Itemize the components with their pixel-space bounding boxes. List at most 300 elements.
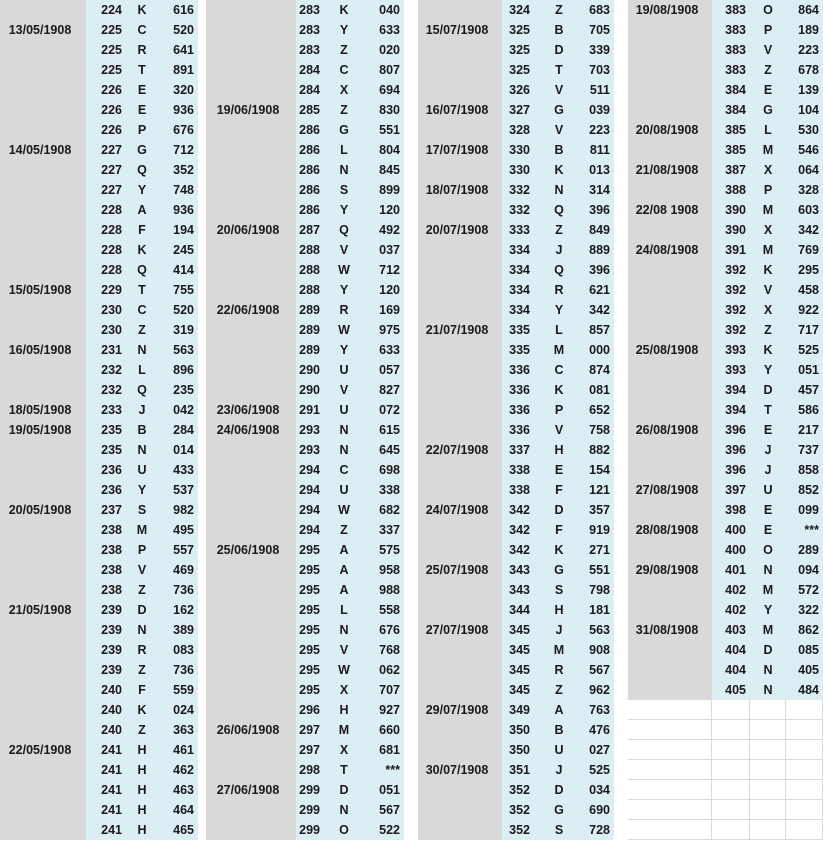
- number-cell: 241: [86, 740, 126, 760]
- code-cell: 567: [364, 800, 404, 820]
- letter-cell: N: [324, 160, 364, 180]
- code-cell: 319: [158, 320, 198, 340]
- code-cell: 633: [364, 20, 404, 40]
- date-cell: [206, 800, 296, 820]
- number-cell: 342: [502, 500, 534, 520]
- code-cell: 681: [364, 740, 404, 760]
- letter-cell: Z: [126, 320, 158, 340]
- letter-cell: X: [750, 220, 786, 240]
- number-cell: 286: [296, 200, 324, 220]
- number-cell: 396: [712, 420, 750, 440]
- number-cell: 385: [712, 140, 750, 160]
- number-cell: 240: [86, 680, 126, 700]
- code-cell: 682: [364, 500, 404, 520]
- code-cell: 139: [786, 80, 823, 100]
- code-cell: 827: [364, 380, 404, 400]
- letter-cell: Q: [534, 260, 584, 280]
- letter-cell: W: [324, 320, 364, 340]
- number-cell: 352: [502, 780, 534, 800]
- date-cell: [628, 220, 712, 240]
- date-cell: [628, 440, 712, 460]
- code-cell: 525: [584, 760, 614, 780]
- code-cell: 020: [364, 40, 404, 60]
- code-cell: 530: [786, 120, 823, 140]
- number-cell: 241: [86, 780, 126, 800]
- code-cell: 289: [786, 540, 823, 560]
- letter-cell: H: [126, 800, 158, 820]
- number-cell: 225: [86, 40, 126, 60]
- letter-cell: G: [534, 560, 584, 580]
- letter-cell: E: [750, 500, 786, 520]
- empty-cell: [712, 740, 750, 760]
- number-cell: 238: [86, 520, 126, 540]
- date-cell: 22/06/1908: [206, 300, 296, 320]
- code-cell: 678: [786, 60, 823, 80]
- code-cell: 083: [158, 640, 198, 660]
- date-cell: [0, 180, 86, 200]
- date-cell: [206, 180, 296, 200]
- code-cell: 758: [584, 420, 614, 440]
- date-cell: 30/07/1908: [418, 760, 502, 780]
- letter-cell: K: [534, 540, 584, 560]
- code-cell: 919: [584, 520, 614, 540]
- code-cell: 462: [158, 760, 198, 780]
- number-cell: 286: [296, 120, 324, 140]
- number-cell: 393: [712, 340, 750, 360]
- letter-cell: D: [126, 600, 158, 620]
- date-cell: [418, 40, 502, 60]
- code-cell: 857: [584, 320, 614, 340]
- code-cell: 845: [364, 160, 404, 180]
- code-cell: 927: [364, 700, 404, 720]
- date-cell: 25/07/1908: [418, 560, 502, 580]
- number-cell: 290: [296, 380, 324, 400]
- letter-cell: N: [126, 340, 158, 360]
- number-cell: 332: [502, 200, 534, 220]
- letter-cell: A: [534, 700, 584, 720]
- code-cell: 891: [158, 60, 198, 80]
- letter-cell: M: [324, 720, 364, 740]
- date-cell: [0, 40, 86, 60]
- letter-cell: K: [750, 260, 786, 280]
- code-cell: 039: [584, 100, 614, 120]
- letter-cell: S: [534, 580, 584, 600]
- date-cell: [418, 300, 502, 320]
- letter-cell: Y: [750, 600, 786, 620]
- letter-cell: Y: [324, 340, 364, 360]
- code-cell: 271: [584, 540, 614, 560]
- code-cell: 062: [364, 660, 404, 680]
- date-cell: [0, 80, 86, 100]
- letter-cell: W: [324, 260, 364, 280]
- letter-cell: J: [126, 400, 158, 420]
- code-cell: 154: [584, 460, 614, 480]
- empty-cell: [712, 780, 750, 800]
- number-cell: 392: [712, 300, 750, 320]
- empty-cell: [628, 800, 712, 820]
- code-cell: 712: [364, 260, 404, 280]
- number-cell: 390: [712, 220, 750, 240]
- code-cell: 013: [584, 160, 614, 180]
- letter-cell: T: [126, 60, 158, 80]
- letter-cell: P: [126, 540, 158, 560]
- letter-cell: D: [534, 40, 584, 60]
- code-cell: 223: [584, 120, 614, 140]
- letter-cell: E: [534, 460, 584, 480]
- number-cell: 289: [296, 300, 324, 320]
- date-cell: [418, 240, 502, 260]
- date-cell: [418, 600, 502, 620]
- letter-cell: N: [750, 660, 786, 680]
- code-cell: 558: [364, 600, 404, 620]
- date-cell: [206, 140, 296, 160]
- letter-cell: N: [750, 680, 786, 700]
- date-cell: 15/07/1908: [418, 20, 502, 40]
- number-cell: 400: [712, 520, 750, 540]
- number-cell: 239: [86, 640, 126, 660]
- date-cell: [628, 60, 712, 80]
- letter-cell: C: [324, 60, 364, 80]
- code-cell: 899: [364, 180, 404, 200]
- number-cell: 345: [502, 680, 534, 700]
- letter-cell: U: [126, 460, 158, 480]
- date-cell: 23/06/1908: [206, 400, 296, 420]
- code-cell: 896: [158, 360, 198, 380]
- date-cell: [206, 80, 296, 100]
- code-cell: 858: [786, 460, 823, 480]
- code-cell: 936: [158, 200, 198, 220]
- letter-cell: H: [534, 440, 584, 460]
- date-cell: [206, 120, 296, 140]
- code-cell: 357: [584, 500, 614, 520]
- letter-cell: V: [126, 560, 158, 580]
- code-cell: ***: [364, 760, 404, 780]
- date-cell: 22/05/1908: [0, 740, 86, 760]
- number-cell: 239: [86, 600, 126, 620]
- number-cell: 342: [502, 520, 534, 540]
- letter-cell: J: [534, 760, 584, 780]
- code-cell: 522: [364, 820, 404, 840]
- date-cell: [206, 520, 296, 540]
- code-cell: 457: [786, 380, 823, 400]
- code-cell: 736: [158, 660, 198, 680]
- code-cell: 712: [158, 140, 198, 160]
- date-cell: [0, 640, 86, 660]
- letter-cell: N: [324, 420, 364, 440]
- letter-cell: Y: [324, 200, 364, 220]
- date-cell: [206, 160, 296, 180]
- letter-cell: Q: [126, 260, 158, 280]
- number-cell: 286: [296, 180, 324, 200]
- date-cell: [418, 520, 502, 540]
- code-cell: 389: [158, 620, 198, 640]
- number-cell: 226: [86, 80, 126, 100]
- letter-cell: X: [750, 160, 786, 180]
- letter-cell: V: [534, 80, 584, 100]
- code-cell: 586: [786, 400, 823, 420]
- number-cell: 397: [712, 480, 750, 500]
- date-cell: [628, 600, 712, 620]
- letter-cell: J: [534, 240, 584, 260]
- number-cell: 298: [296, 760, 324, 780]
- number-cell: 385: [712, 120, 750, 140]
- date-cell: 27/07/1908: [418, 620, 502, 640]
- date-cell: 27/08/1908: [628, 480, 712, 500]
- letter-cell: B: [534, 20, 584, 40]
- date-cell: [628, 580, 712, 600]
- number-cell: 383: [712, 20, 750, 40]
- date-cell: 16/05/1908: [0, 340, 86, 360]
- number-cell: 398: [712, 500, 750, 520]
- code-cell: 458: [786, 280, 823, 300]
- letter-cell: C: [324, 460, 364, 480]
- date-cell: [0, 160, 86, 180]
- date-cell: [418, 120, 502, 140]
- code-cell: 037: [364, 240, 404, 260]
- letter-cell: N: [126, 440, 158, 460]
- letter-cell: Z: [534, 220, 584, 240]
- date-cell: [628, 20, 712, 40]
- number-cell: 289: [296, 340, 324, 360]
- number-cell: 287: [296, 220, 324, 240]
- date-cell: [0, 580, 86, 600]
- date-cell: [418, 380, 502, 400]
- date-cell: [628, 660, 712, 680]
- code-cell: 683: [584, 0, 614, 20]
- number-cell: 239: [86, 660, 126, 680]
- letter-cell: Z: [750, 60, 786, 80]
- empty-cell: [786, 720, 823, 740]
- date-cell: 25/08/1908: [628, 340, 712, 360]
- empty-cell: [712, 800, 750, 820]
- date-cell: [0, 680, 86, 700]
- letter-cell: G: [750, 100, 786, 120]
- empty-cell: [750, 740, 786, 760]
- number-cell: 327: [502, 100, 534, 120]
- date-cell: [418, 580, 502, 600]
- code-cell: 830: [364, 100, 404, 120]
- letter-cell: T: [534, 60, 584, 80]
- letter-cell: Q: [126, 160, 158, 180]
- number-cell: 336: [502, 360, 534, 380]
- letter-cell: U: [324, 360, 364, 380]
- number-cell: 295: [296, 680, 324, 700]
- number-cell: 227: [86, 160, 126, 180]
- code-cell: 396: [584, 260, 614, 280]
- letter-cell: N: [324, 620, 364, 640]
- letter-cell: H: [126, 780, 158, 800]
- code-cell: 337: [364, 520, 404, 540]
- date-cell: [418, 0, 502, 20]
- code-cell: 081: [584, 380, 614, 400]
- date-cell: [418, 360, 502, 380]
- date-cell: [418, 280, 502, 300]
- code-cell: 284: [158, 420, 198, 440]
- number-cell: 325: [502, 40, 534, 60]
- date-cell: [418, 640, 502, 660]
- number-cell: 396: [712, 440, 750, 460]
- date-cell: 20/06/1908: [206, 220, 296, 240]
- number-cell: 284: [296, 60, 324, 80]
- letter-cell: Y: [324, 280, 364, 300]
- number-cell: 352: [502, 820, 534, 840]
- date-cell: [0, 800, 86, 820]
- code-cell: 342: [786, 220, 823, 240]
- number-cell: 404: [712, 640, 750, 660]
- number-cell: 400: [712, 540, 750, 560]
- number-cell: 338: [502, 460, 534, 480]
- number-cell: 402: [712, 580, 750, 600]
- letter-cell: U: [324, 400, 364, 420]
- letter-cell: Z: [324, 40, 364, 60]
- code-cell: 520: [158, 20, 198, 40]
- number-cell: 297: [296, 740, 324, 760]
- code-cell: 495: [158, 520, 198, 540]
- code-cell: 396: [584, 200, 614, 220]
- number-cell: 350: [502, 740, 534, 760]
- number-cell: 334: [502, 260, 534, 280]
- code-cell: 314: [584, 180, 614, 200]
- letter-cell: P: [126, 120, 158, 140]
- letter-cell: H: [534, 600, 584, 620]
- code-cell: 040: [364, 0, 404, 20]
- number-cell: 337: [502, 440, 534, 460]
- date-cell: [0, 820, 86, 840]
- number-cell: 241: [86, 820, 126, 840]
- empty-cell: [750, 720, 786, 740]
- number-cell: 295: [296, 600, 324, 620]
- number-cell: 345: [502, 620, 534, 640]
- date-cell: [628, 320, 712, 340]
- number-cell: 238: [86, 560, 126, 580]
- code-cell: 768: [364, 640, 404, 660]
- date-cell: [206, 620, 296, 640]
- date-cell: [206, 20, 296, 40]
- letter-cell: V: [534, 120, 584, 140]
- code-cell: 181: [584, 600, 614, 620]
- empty-cell: [750, 780, 786, 800]
- date-cell: [418, 460, 502, 480]
- number-cell: 238: [86, 580, 126, 600]
- date-cell: [418, 160, 502, 180]
- code-cell: 525: [786, 340, 823, 360]
- code-cell: 469: [158, 560, 198, 580]
- date-cell: [0, 0, 86, 20]
- letter-cell: E: [750, 80, 786, 100]
- empty-cell: [628, 700, 712, 720]
- date-cell: 31/08/1908: [628, 620, 712, 640]
- code-cell: 085: [786, 640, 823, 660]
- letter-cell: Y: [750, 360, 786, 380]
- number-cell: 343: [502, 560, 534, 580]
- number-cell: 289: [296, 320, 324, 340]
- code-cell: 537: [158, 480, 198, 500]
- date-cell: [628, 260, 712, 280]
- code-cell: 769: [786, 240, 823, 260]
- code-cell: 908: [584, 640, 614, 660]
- code-cell: 465: [158, 820, 198, 840]
- empty-cell: [750, 820, 786, 840]
- letter-cell: M: [534, 640, 584, 660]
- date-cell: 28/08/1908: [628, 520, 712, 540]
- date-cell: [0, 320, 86, 340]
- code-cell: 862: [786, 620, 823, 640]
- date-cell: [0, 220, 86, 240]
- number-cell: 297: [296, 720, 324, 740]
- date-cell: [0, 520, 86, 540]
- date-cell: [418, 200, 502, 220]
- letter-cell: H: [126, 740, 158, 760]
- number-cell: 288: [296, 260, 324, 280]
- letter-cell: M: [126, 520, 158, 540]
- code-cell: 922: [786, 300, 823, 320]
- letter-cell: E: [126, 80, 158, 100]
- date-cell: [628, 500, 712, 520]
- date-cell: [206, 760, 296, 780]
- number-cell: 325: [502, 60, 534, 80]
- date-cell: 20/07/1908: [418, 220, 502, 240]
- code-cell: 338: [364, 480, 404, 500]
- number-cell: 405: [712, 680, 750, 700]
- letter-cell: F: [534, 480, 584, 500]
- date-cell: [628, 360, 712, 380]
- code-cell: 755: [158, 280, 198, 300]
- number-cell: 288: [296, 280, 324, 300]
- date-cell: 20/08/1908: [628, 120, 712, 140]
- date-cell: [418, 680, 502, 700]
- date-cell: [206, 280, 296, 300]
- code-cell: 189: [786, 20, 823, 40]
- number-cell: 286: [296, 160, 324, 180]
- number-cell: 226: [86, 100, 126, 120]
- number-cell: 286: [296, 140, 324, 160]
- code-cell: 322: [786, 600, 823, 620]
- date-cell: [206, 600, 296, 620]
- date-cell: [0, 700, 86, 720]
- date-cell: [206, 380, 296, 400]
- number-cell: 343: [502, 580, 534, 600]
- letter-cell: D: [534, 780, 584, 800]
- letter-cell: F: [126, 220, 158, 240]
- date-cell: 29/08/1908: [628, 560, 712, 580]
- code-cell: 736: [158, 580, 198, 600]
- letter-cell: J: [534, 620, 584, 640]
- code-cell: 676: [158, 120, 198, 140]
- code-cell: 748: [158, 180, 198, 200]
- letter-cell: B: [534, 140, 584, 160]
- date-cell: [206, 580, 296, 600]
- code-cell: 042: [158, 400, 198, 420]
- code-cell: 464: [158, 800, 198, 820]
- number-cell: 391: [712, 240, 750, 260]
- letter-cell: N: [126, 620, 158, 640]
- number-cell: 288: [296, 240, 324, 260]
- letter-cell: D: [750, 380, 786, 400]
- letter-cell: Z: [126, 660, 158, 680]
- number-cell: 336: [502, 380, 534, 400]
- date-cell: [628, 40, 712, 60]
- letter-cell: N: [534, 180, 584, 200]
- date-cell: [0, 380, 86, 400]
- code-cell: 120: [364, 280, 404, 300]
- number-cell: 285: [296, 100, 324, 120]
- number-cell: 283: [296, 20, 324, 40]
- letter-cell: O: [324, 820, 364, 840]
- date-cell: [628, 380, 712, 400]
- number-cell: 332: [502, 180, 534, 200]
- code-cell: 975: [364, 320, 404, 340]
- code-cell: 676: [364, 620, 404, 640]
